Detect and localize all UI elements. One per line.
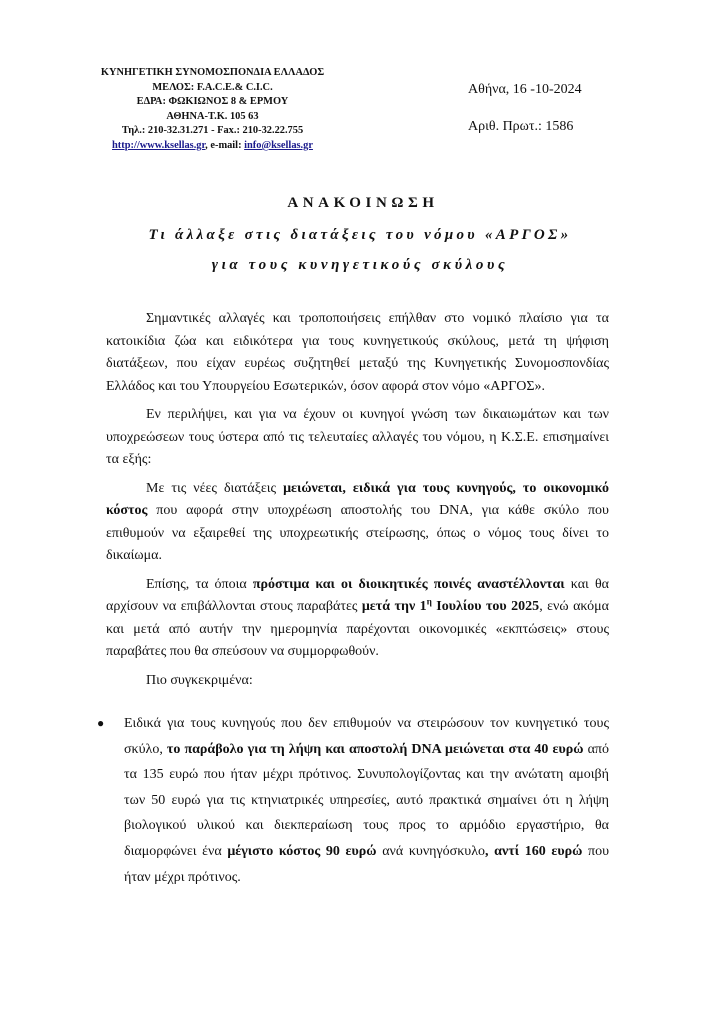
paragraph-intro: Σημαντικές αλλαγές και τροποποιήσεις επήλθαν στο νομικό πλαίσιο για τα κατοικίδια ζώα και ειδικότερα για τους κυνηγετικούς σκύλους, μετά τη ψήφιση διατάξεων, που είχαν ευρέως συζητηθεί μεταξύ της Κυνηγετικής Συνομοσπονδίας Ελλάδος και του Υπουργείου Εσωτερικών, όσον αφορά στον νόμο «ΑΡΓΟΣ». <box>106 311 609 394</box>
document-meta <box>468 80 582 137</box>
paragraph-specifics: Πιο συγκεκριμένα: <box>146 672 253 688</box>
org-city: ΑΘΗΝΑ-Τ.Κ. 105 63 <box>166 110 259 122</box>
announcement-subtitle-2: για τους κυνηγετικούς σκύλους <box>211 257 509 273</box>
paragraph-dna-cost: Με τις νέες διατάξεις μειώνεται, ειδικά για τους κυνηγούς, το οικονομικό κόστος που αφορά στην υποχρέωση αποστολής του DNA, για κάθε σκύλο που επιθυμούν να εξαιρεθεί της υποχρεωτικής στείρωσης, όπως ο νόμος τους δίνει το δικαίωμα. <box>106 480 609 563</box>
bullet-text: Ειδικά για τους κυνηγούς που δεν επιθυμούν να στειρώσουν τον κυνηγετικό τους σκύλο, το παράβολο για τη λήψη και αποστολή DNA μειώνεται στα 40 ευρώ από τα 135 ευρώ που ήταν μέχρι πρότινος. Συνυπολογίζοντας και την ανώτατη αμοιβή των 50 ευρώ για τις κτηνιατρικές υπηρεσίες, αυτό πρακτικά σημαίνει ότι η λήψη βιολογικού υλικού και διεκπεραίωση τους προς το αρμόδιο εργαστήριο, θα διαμορφώνει ένα μέγιστο κόστος 90 ευρώ ανά κυνηγόσκυλο, αντί 160 ευρώ που ήταν μέχρι πρότινος. <box>124 716 610 885</box>
email-link[interactable]: info@ksellas.gr <box>244 139 313 151</box>
org-membership: ΜΕΛΟΣ: F.A.C.E.& C.I.C. <box>152 81 273 93</box>
list-item <box>97 711 610 890</box>
org-contact-line <box>70 139 355 154</box>
document-date: Αθήνα, 16 -10-2024 <box>468 82 582 97</box>
announcement-title-block <box>0 192 720 276</box>
announcement-heading: ΑΝΑΚΟΙΝΩΣΗ <box>287 195 439 211</box>
bullet-icon: ● <box>97 716 105 730</box>
email-separator: , e-mail: <box>205 139 245 151</box>
paragraph-penalties: Επίσης, τα όποια πρόστιμα και οι διοικητικές ποινές αναστέλλονται και θα αρχίσουν να επιβάλλονται στους παραβάτες μετά την $1^\eta$ Ιουλίου του 2025, ενώ ακόμα και μετά από αυτήν την ημερομηνία παρέχονται οικονομικές «εκπτώσεις» στους παραβάτες που θα σπεύσουν να συμμορφωθούν. <box>106 576 609 659</box>
org-phone-fax: Τηλ.: 210-32.31.271 - Fax.: 210-32.22.755 <box>121 125 304 137</box>
org-address: ΕΔΡΑ: ΦΩΚΙΩΝΟΣ 8 & ΕΡΜΟΥ <box>136 96 289 108</box>
org-name: ΚΥΝΗΓΕΤΙΚΗ ΣΥΝΟΜΟΣΠΟΝΔΙΑ ΕΛΛΑΔΟΣ <box>100 67 325 78</box>
paragraph-summary: Εν περιλήψει, και για να έχουν οι κυνηγοί γνώση των δικαιωμάτων και των υποχρεώσεων τους ύστερα από τις τελευταίες αλλαγές του νόμου, η Κ.Σ.Ε. επισημαίνει τα εξής: <box>106 407 609 467</box>
website-link[interactable]: http://www.ksellas.gr <box>112 139 206 151</box>
announcement-subtitle: Τι άλλαξε στις διατάξεις του νόμου «ΑΡΓΟΣ» <box>148 227 572 243</box>
announcement-body <box>106 308 609 700</box>
organization-header <box>70 66 355 154</box>
protocol-number: Αριθ. Πρωτ.: 1586 <box>468 119 574 134</box>
